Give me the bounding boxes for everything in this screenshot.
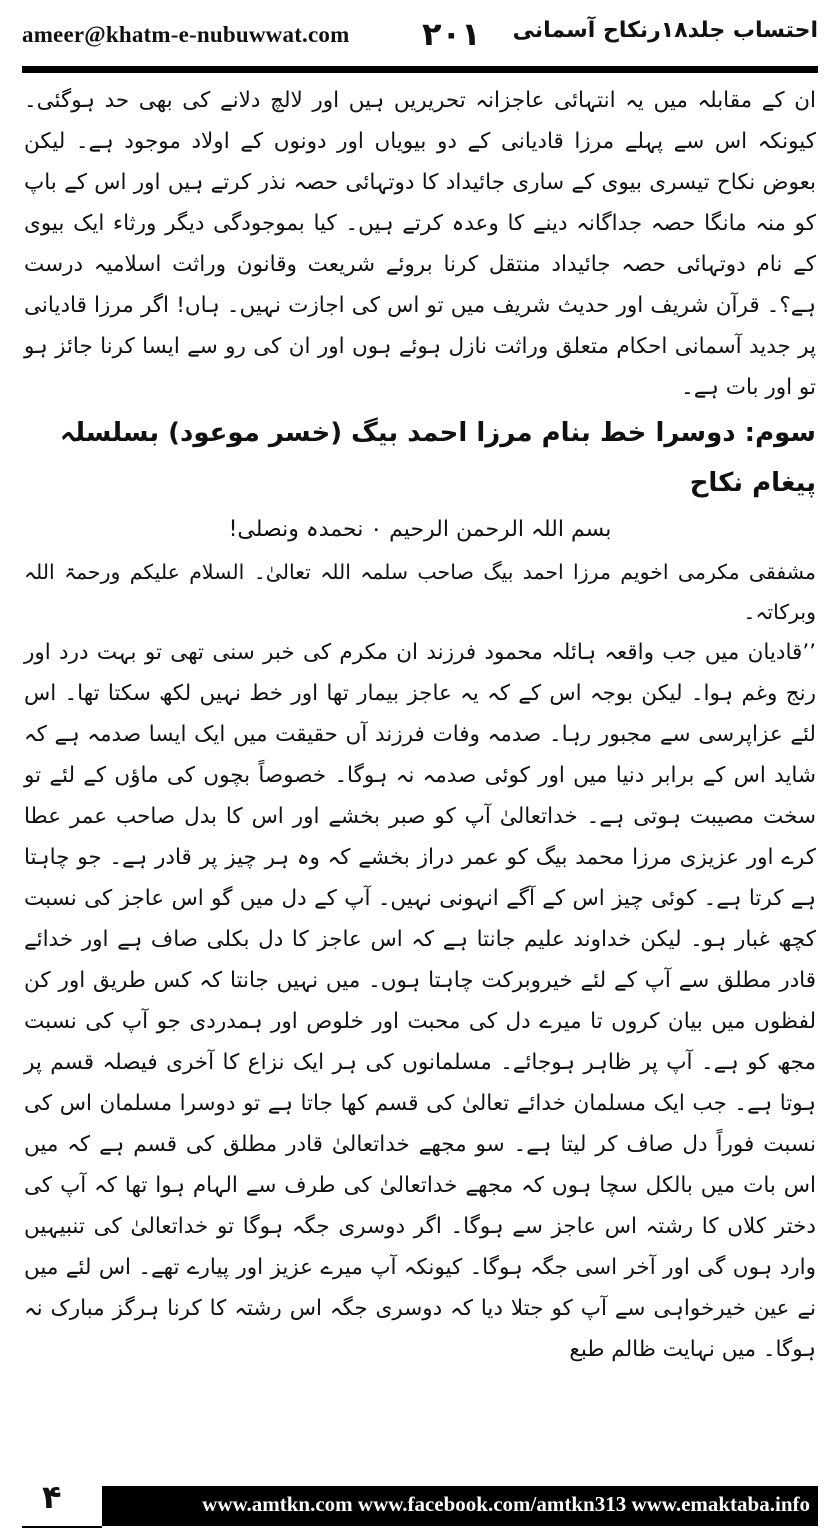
section-heading: سوم: دوسرا خط بنام مرزا احمد بیگ (خسر موعود) بسلسلہ پیغام نکاح <box>59 418 816 498</box>
footer-page-marker: ۴ <box>42 1478 62 1516</box>
header-divider <box>22 66 818 73</box>
page-body <box>24 80 816 1370</box>
paragraph-intro: ان کے مقابلہ میں یہ انتہائی عاجزانہ تحریریں ہیں اور لالچ دلانے کی بھی حد ہوگئی۔ کیونکہ اس سے پہلے مرزا قادیانی کے دو بیویاں اور دونوں کے اولاد موجود ہے۔ لیکن بعوض نکاح تیسری بیوی کے ساری جائیداد کا دوتہائی حصہ نذر کرتے ہیں اور اس کے باپ کو منہ مانگا حصہ جداگانہ دینے کا وعدہ کرتے ہیں۔ کیا بموجودگی دیگر ورثاء ایک بیوی کے نام دوتہائی حصہ جائیداد منتقل کرنا بروئے شریعت وقانون وراثت اسلامیہ درست ہے؟۔ قرآن شریف اور حدیث شریف میں تو اس کی اجازت نہیں۔ ہاں! اگر مرزا قادیانی پر جدید آسمانی احکام متعلق وراثت نازل ہوئے ہوں اور ان کی رو سے ایسا کرنا جائز ہو تو اور بات ہے۔ <box>24 88 816 400</box>
letter-salutation: مشفقی مکرمی اخویم مرزا احمد بیگ صاحب سلمہ اللہ تعالیٰ۔ السلام علیکم ورحمۃ اللہ وبرکاتہ۔ <box>24 560 816 624</box>
email-address: ameer@khatm-e-nubuwwat.com <box>22 22 350 47</box>
bismillah: بسم اللہ الرحمن الرحیم ۰ نحمدہ ونصلی! <box>228 517 612 542</box>
page-number: ۲۰۱ <box>422 15 481 53</box>
running-title: احتساب جلد۱۸رنکاح آسمانی <box>512 18 818 43</box>
page-header <box>22 15 818 58</box>
footer-marker-box <box>22 1478 102 1528</box>
letter-body: ’’قادیان میں جب واقعہ ہائلہ محمود فرزند ان مکرم کی خبر سنی تھی تو بہت درد اور رنج وغم ہوا۔ لیکن بوجہ اس کے کہ یہ عاجز بیمار تھا اور خط نہیں لکھ سکتا تھا۔ اس لئے عزاپرسی سے مجبور رہا۔ صدمہ وفات فرزند آں حقیقت میں ایک ایسا صدمہ ہے کہ شاید اس کے برابر دنیا میں اور کوئی صدمہ نہ ہوگا۔ خصوصاً بچوں کی ماؤں کے لئے تو سخت مصیبت ہوتی ہے۔ خداتعالیٰ آپ کو صبر بخشے اور اس کا بدل صاحب عمر عطا کرے اور عزیزی مرزا محمد بیگ کو عمر دراز بخشے کہ وہ ہر چیز پر قادر ہے۔ جو چاہتا ہے کرتا ہے۔ کوئی چیز اس کے آگے انہونی نہیں۔ آپ کے دل میں گو اس عاجز کی نسبت کچھ غبار ہو۔ لیکن خداوند علیم جانتا ہے کہ اس عاجز کا دل بکلی صاف ہے اور خدائے قادر مطلق سے آپ کے لئے خیروبرکت چاہتا ہوں۔ میں نہیں جانتا کہ کس طریق اور کن لفظوں میں بیان کروں تا میرے دل کی محبت اور خلوص اور ہمدردی جو آپ کی نسبت مجھ کو ہے۔ آپ پر ظاہر ہوجائے۔ مسلمانوں کی ہر ایک نزاع کا آخری فیصلہ قسم پر ہوتا ہے۔ جب ایک مسلمان خدائے تعالیٰ کی قسم کھا جاتا ہے تو دوسرا مسلمان اس کی نسبت فوراً دل صاف کر لیتا ہے۔ سو مجھے خداتعالیٰ قادر مطلق کی قسم ہے کہ میں اس بات میں بالکل سچا ہوں کہ مجھے خداتعالیٰ کی طرف سے الہام ہوا تھا کہ آپ کی دختر کلاں کا رشتہ اس عاجز سے ہوگا۔ اگر دوسری جگہ ہوگا تو خداتعالیٰ کی تنبیہیں وارد ہوں گی اور آخر اسی جگہ ہوگا۔ کیونکہ آپ میرے عزیز اور پیارے تھے۔ اس لئے میں نے عین خیرخواہی سے آپ کو جتلا دیا کہ دوسری جگہ اس رشتہ کا کرنا ہرگز مبارک نہ ہوگا۔ میں نہایت ظالم طبع <box>24 640 816 1362</box>
page-footer <box>22 1478 818 1526</box>
footer-links[interactable]: www.amtkn.com www.facebook.com/amtkn313 www.emaktaba.info <box>202 1492 810 1516</box>
